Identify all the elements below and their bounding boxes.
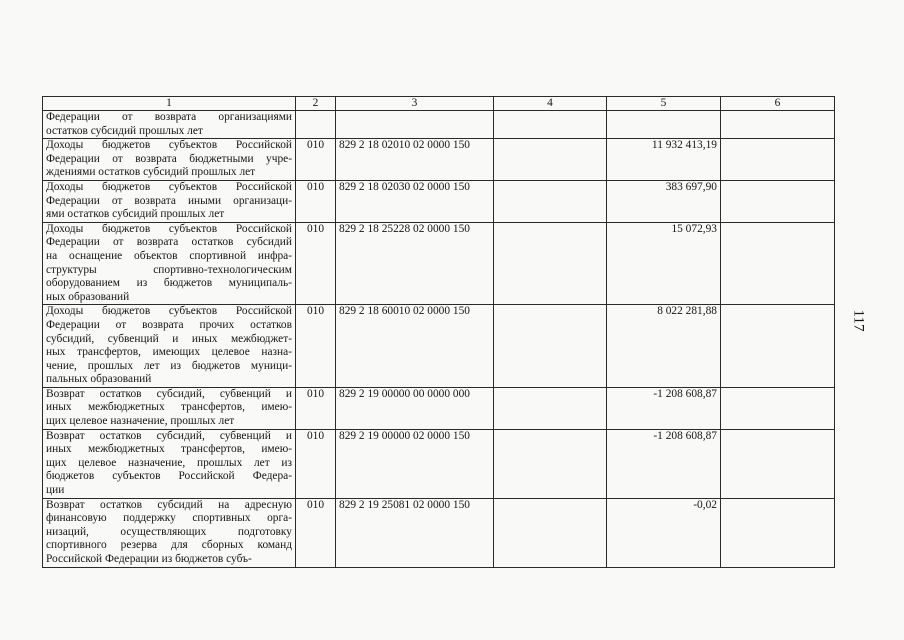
kbk-code-cell: 829 2 19 00000 00 0000 000 (336, 387, 494, 429)
column-6-cell (721, 305, 835, 388)
table-row (43, 222, 835, 305)
table-row (43, 429, 835, 498)
revenue-name-line: остатков субсидий прошлых лет (46, 124, 203, 137)
table-header (43, 97, 835, 111)
kbk-code-cell: 829 2 18 02030 02 0000 150 (336, 180, 494, 222)
kbk-code-cell: 829 2 18 60010 02 0000 150 (336, 305, 494, 388)
revenue-name-cell (43, 498, 296, 567)
revenue-name-line: Возврат остатков субсидий, субвенций и (46, 429, 292, 442)
table-row (43, 305, 835, 388)
revenue-name-line: структуры спортивно-технологическим (46, 263, 292, 276)
revenue-name-line: Доходы бюджетов субъектов Российской (46, 222, 292, 235)
revenue-name-line: ных трансфертов, имеющих целевое назна- (46, 346, 292, 359)
table-row (43, 387, 835, 429)
line-code-cell: 010 (296, 305, 336, 388)
revenue-name-cell (43, 139, 296, 181)
revenue-name-line: спортивного резерва для сборных команд (46, 539, 292, 552)
amount-cell (607, 111, 721, 139)
table-row (43, 180, 835, 222)
kbk-code-cell: 829 2 19 00000 02 0000 150 (336, 429, 494, 498)
table-row (43, 111, 835, 139)
column-4-cell (494, 305, 607, 388)
line-code-cell: 010 (296, 498, 336, 567)
column-4-cell (494, 139, 607, 181)
revenue-name-line: низаций, осуществляющих подготовку (46, 525, 292, 538)
column-4-cell (494, 222, 607, 305)
revenue-name-line: Федерации от возврата остатков субсидий (46, 236, 292, 249)
kbk-code-cell: 829 2 19 25081 02 0000 150 (336, 498, 494, 567)
table-body (43, 111, 835, 568)
column-4-cell (494, 111, 607, 139)
amount-cell: 8 022 281,88 (607, 305, 721, 388)
column-6-cell (721, 429, 835, 498)
revenue-name-line: ных образований (46, 290, 130, 303)
line-code-cell: 010 (296, 180, 336, 222)
revenue-name-line: финансовую поддержку спортивных орга- (46, 512, 292, 525)
line-code-cell (296, 111, 336, 139)
revenue-name-line: Федерации от возврата бюджетными учре- (46, 152, 292, 165)
revenue-name-line: щих целевое назначение, прошлых лет из (46, 456, 292, 469)
revenue-name-line: Федерации от возврата прочих остатков (46, 318, 292, 331)
revenue-name-line: Федерации от возврата организациями (46, 111, 292, 123)
revenue-name-line: ями остатков субсидий прошлых лет (46, 208, 225, 221)
revenue-name-line: Доходы бюджетов субъектов Российской (46, 305, 292, 318)
table-row (43, 139, 835, 181)
column-4-cell (494, 180, 607, 222)
line-code-cell: 010 (296, 429, 336, 498)
revenue-name-line: ждениями остатков субсидий прошлых лет (46, 166, 256, 179)
column-6-cell (721, 387, 835, 429)
revenue-name-line: чение, прошлых лет из бюджетов муници- (46, 359, 292, 372)
revenue-name-cell (43, 387, 296, 429)
revenue-name-line: Возврат остатков субсидий, субвенций и (46, 387, 292, 400)
revenue-name-line: иных межбюджетных трансфертов, имею- (46, 401, 292, 414)
revenue-name-line: субсидий, субвенций и иных межбюджет- (46, 332, 292, 345)
table-row (43, 498, 835, 567)
page-number: 117 (850, 309, 867, 332)
revenue-name-line: Доходы бюджетов субъектов Российской (46, 139, 292, 152)
revenue-name-line: ции (46, 484, 65, 497)
column-header-6: 6 (721, 97, 835, 111)
revenue-name-line: на оснащение объектов спортивной инфра- (46, 249, 292, 262)
revenue-name-line: оборудованием из бюджетов муниципаль- (46, 277, 292, 290)
revenue-name-line: иных межбюджетных трансфертов, имею- (46, 443, 292, 456)
revenue-name-line: Российской Федерации из бюджетов субъ- (46, 553, 252, 565)
column-header-2: 2 (296, 97, 336, 111)
revenue-name-line: Возврат остатков субсидий на адресную (46, 498, 292, 511)
revenue-name-line: Федерации от возврата иными организаци- (46, 194, 292, 207)
kbk-code-cell: 829 2 18 02010 02 0000 150 (336, 139, 494, 181)
revenue-name-cell (43, 305, 296, 388)
budget-revenue-table (42, 96, 835, 568)
revenue-name-cell (43, 111, 296, 139)
column-header-4: 4 (494, 97, 607, 111)
column-6-cell (721, 222, 835, 305)
column-4-cell (494, 387, 607, 429)
revenue-name-line: пальных образований (46, 373, 152, 386)
revenue-name-line: Доходы бюджетов субъектов Российской (46, 180, 292, 193)
header-row (43, 97, 835, 111)
line-code-cell: 010 (296, 222, 336, 305)
revenue-name-cell (43, 429, 296, 498)
column-6-cell (721, 111, 835, 139)
amount-cell: 11 932 413,19 (607, 139, 721, 181)
column-6-cell (721, 180, 835, 222)
line-code-cell: 010 (296, 387, 336, 429)
column-4-cell (494, 429, 607, 498)
amount-cell: -1 208 608,87 (607, 387, 721, 429)
revenue-name-line: щих целевое назначение, прошлых лет (46, 415, 235, 428)
amount-cell: -0,02 (607, 498, 721, 567)
kbk-code-cell (336, 111, 494, 139)
revenue-name-line: бюджетов субъектов Российской Федера- (46, 470, 292, 483)
revenue-name-cell (43, 222, 296, 305)
amount-cell: 15 072,93 (607, 222, 721, 305)
line-code-cell: 010 (296, 139, 336, 181)
amount-cell: -1 208 608,87 (607, 429, 721, 498)
revenue-name-cell (43, 180, 296, 222)
column-header-5: 5 (607, 97, 721, 111)
column-6-cell (721, 498, 835, 567)
column-header-3: 3 (336, 97, 494, 111)
column-header-1: 1 (43, 97, 296, 111)
column-6-cell (721, 139, 835, 181)
amount-cell: 383 697,90 (607, 180, 721, 222)
kbk-code-cell: 829 2 18 25228 02 0000 150 (336, 222, 494, 305)
column-4-cell (494, 498, 607, 567)
